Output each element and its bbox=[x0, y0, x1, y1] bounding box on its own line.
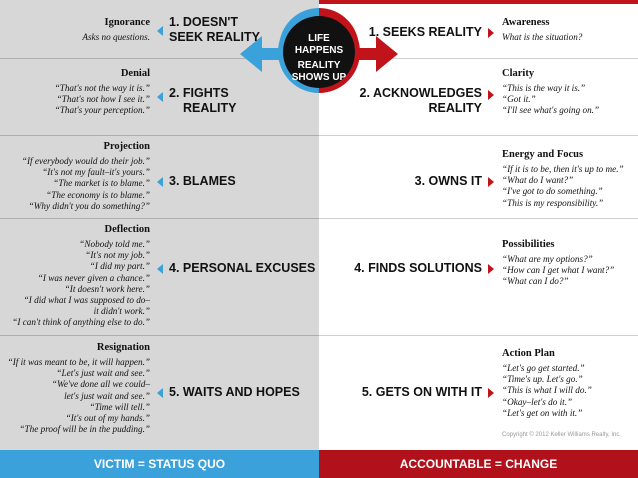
card-quote: “What are my options?” bbox=[502, 254, 593, 264]
victim-card-resignation bbox=[8, 341, 150, 435]
card-quote: “Got it.” bbox=[502, 94, 536, 105]
step-label: 4. FINDS SOLUTIONS bbox=[354, 261, 482, 275]
card-quote: “Time will tell.” bbox=[89, 401, 150, 412]
accountable-card-energy-and-focus bbox=[502, 148, 624, 209]
card-quote: “Time's up. Let's go.” bbox=[502, 374, 583, 385]
card-quote: “That's not how I see it.” bbox=[56, 94, 150, 105]
card-quote: “The proof will be in the pudding.” bbox=[19, 424, 150, 435]
card-quote: “The market is to blame.” bbox=[53, 178, 150, 189]
accountable-step-5 bbox=[362, 385, 482, 400]
card-quote: “If everybody would do their job.” bbox=[21, 156, 150, 166]
card-quote: “I'll see what's going on.” bbox=[502, 105, 600, 116]
step-label: REALITY bbox=[428, 101, 482, 115]
card-quote: “It's not my job.” bbox=[85, 250, 150, 261]
circle-text-reality: REALITY bbox=[297, 60, 341, 71]
blue-pointer-icon bbox=[157, 388, 163, 398]
card-quote: let's just wait and see.” bbox=[64, 390, 150, 401]
card-quote: “I was never given a chance.” bbox=[37, 272, 150, 283]
card-heading: Energy and Focus bbox=[502, 149, 584, 160]
card-heading: Denial bbox=[120, 68, 150, 79]
blue-pointer-icon bbox=[157, 92, 163, 102]
card-quote: What is the situation? bbox=[502, 32, 583, 42]
victim-card-projection bbox=[22, 140, 150, 212]
red-pointer-icon bbox=[488, 264, 494, 274]
card-quote: “It doesn't work here.” bbox=[64, 283, 150, 294]
victim-step-3 bbox=[169, 174, 236, 189]
card-heading: Possibilities bbox=[502, 239, 555, 250]
step-label: 5. WAITS AND HOPES bbox=[169, 385, 300, 399]
card-quote: Asks no questions. bbox=[82, 32, 150, 42]
step-label: 1. SEEKS REALITY bbox=[368, 25, 482, 39]
circle-text-life: LIFE bbox=[308, 33, 330, 44]
blue-pointer-icon bbox=[157, 26, 163, 36]
card-quote: “I've got to do something.” bbox=[502, 186, 603, 197]
victim-card-deflection bbox=[12, 223, 150, 329]
circle-text-shows-up: SHOWS UP bbox=[291, 72, 347, 83]
card-quote: “Why didn't you do something?” bbox=[28, 200, 150, 211]
card-quote: “We've done all we could– bbox=[51, 379, 150, 390]
accountable-step-3 bbox=[415, 174, 482, 189]
card-quote: “If it was meant to be, it will happen.” bbox=[7, 357, 150, 367]
row-divider bbox=[319, 218, 638, 219]
blue-pointer-icon bbox=[157, 177, 163, 187]
blue-pointer-icon bbox=[157, 264, 163, 274]
victim-step-5 bbox=[169, 385, 300, 400]
card-quote: “If it is to be, then it's up to me.” bbox=[502, 164, 624, 174]
step-label: REALITY bbox=[183, 101, 237, 115]
card-quote: “That's not the way it is.” bbox=[54, 83, 150, 93]
accountable-card-awareness bbox=[502, 16, 582, 43]
card-quote: “This is my responsibility.” bbox=[502, 197, 604, 208]
step-label: 4. PERSONAL EXCUSES bbox=[169, 261, 316, 275]
accountable-card-action-plan bbox=[502, 347, 592, 419]
card-quote: “What can I do?” bbox=[502, 276, 569, 287]
step-label: 5. GETS ON WITH IT bbox=[361, 385, 482, 399]
row-divider bbox=[319, 135, 638, 136]
copyright-notice: Copyright © 2012 Keller Williams Realty, Inc. bbox=[502, 432, 622, 438]
card-quote: “That's your perception.” bbox=[54, 105, 150, 116]
row-divider bbox=[0, 335, 319, 336]
card-quote: “This is the way it is.” bbox=[502, 83, 586, 93]
card-quote: “It's not my fault–it's yours.” bbox=[42, 167, 150, 178]
red-pointer-icon bbox=[488, 90, 494, 100]
victim-card-denial bbox=[55, 67, 150, 117]
step-label: SEEK REALITY bbox=[169, 30, 260, 44]
victim-card-ignorance bbox=[82, 16, 150, 43]
card-quote: it didn't work.” bbox=[93, 306, 150, 317]
red-pointer-icon bbox=[488, 177, 494, 187]
card-quote: “Let's get on with it.” bbox=[502, 407, 583, 418]
card-quote: “I did what I was supposed to do– bbox=[23, 295, 150, 306]
card-quote: “Nobody told me.” bbox=[79, 239, 150, 249]
card-quote: “I can't think of anything else to do.” bbox=[12, 317, 150, 328]
card-quote: “Let's go get started.” bbox=[502, 363, 585, 373]
accountable-step-1 bbox=[369, 25, 482, 40]
row-divider bbox=[319, 335, 638, 336]
card-quote: “I did my part.” bbox=[89, 261, 150, 272]
card-heading: Deflection bbox=[104, 224, 150, 235]
card-quote: “Okay–let's do it.” bbox=[502, 396, 573, 407]
card-quote: “Let's just wait and see.” bbox=[56, 368, 150, 379]
card-heading: Awareness bbox=[502, 17, 550, 28]
accountable-card-possibilities bbox=[502, 238, 614, 288]
step-label: 3. BLAMES bbox=[169, 174, 236, 188]
step-label: 2. FIGHTS bbox=[169, 86, 229, 100]
card-quote: “It's out of my hands.” bbox=[65, 413, 150, 424]
card-quote: “This is what I will do.” bbox=[502, 385, 592, 396]
card-quote: “How can I get what I want?” bbox=[502, 265, 615, 276]
victim-step-1 bbox=[169, 15, 260, 45]
victim-step-2 bbox=[169, 86, 236, 116]
row-divider bbox=[0, 135, 319, 136]
step-label: 2. ACKNOWLEDGES bbox=[359, 86, 482, 100]
card-heading: Action Plan bbox=[502, 348, 555, 359]
circle-text-happens: HAPPENS bbox=[294, 45, 344, 56]
red-pointer-icon bbox=[488, 388, 494, 398]
accountable-footer: ACCOUNTABLE = CHANGE bbox=[319, 450, 638, 478]
red-pointer-icon bbox=[488, 28, 494, 38]
card-quote: “What do I want?” bbox=[502, 175, 574, 186]
accountable-step-4 bbox=[354, 261, 482, 276]
step-label: 3. OWNS IT bbox=[414, 174, 482, 188]
accountable-card-clarity bbox=[502, 67, 599, 117]
card-heading: Ignorance bbox=[104, 17, 150, 28]
victim-step-4 bbox=[169, 261, 315, 276]
step-label: 1. DOESN'T bbox=[169, 15, 238, 29]
card-heading: Resignation bbox=[96, 342, 150, 353]
card-heading: Clarity bbox=[502, 68, 535, 79]
accountable-step-2 bbox=[360, 86, 482, 116]
victim-footer: VICTIM = STATUS QUO bbox=[0, 450, 319, 478]
card-quote: “The economy is to blame.” bbox=[46, 189, 150, 200]
row-divider bbox=[0, 218, 319, 219]
card-heading: Projection bbox=[103, 141, 150, 152]
